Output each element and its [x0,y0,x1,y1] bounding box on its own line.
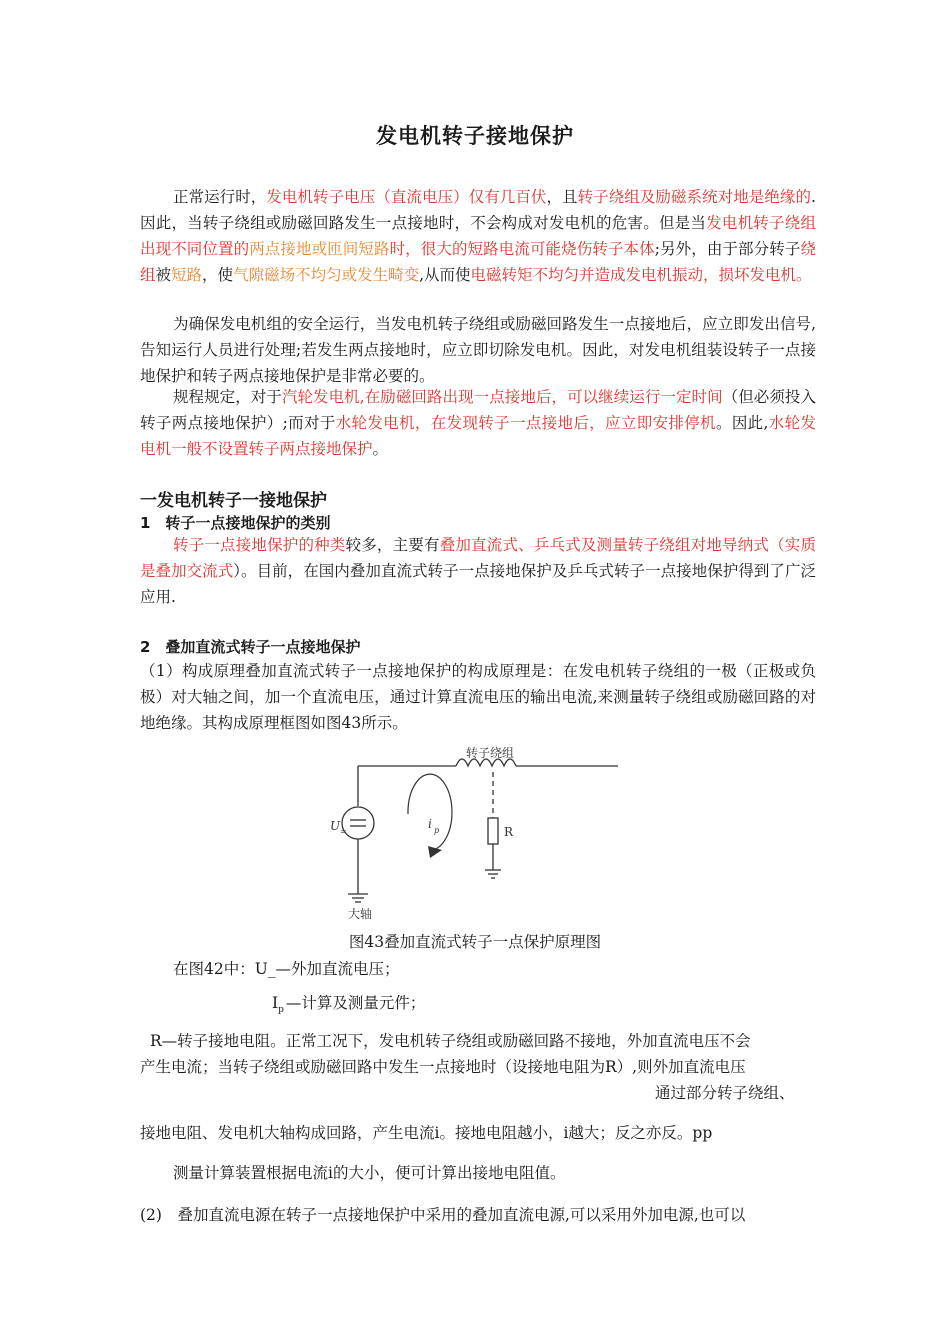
text-segment: 转子一点接地保护的种类 [173,536,346,554]
dc-source-symbol [342,807,374,839]
paragraph-intro-1 [140,184,816,288]
text-segment: ）。目前，在国内叠加直流式转子一点接地保护及乒乓式转子一点接地保护得到了广泛应用. [140,562,816,606]
current-subscript: p [434,826,440,835]
text-line-6: 接地电阻、发电机大轴构成回路，产生电流i。接地电阻越小，i越大；反之亦反。pp [140,1124,713,1142]
circuit-diagram [320,742,630,924]
paragraph-intro-2 [140,311,816,389]
text-segment: 正常运行时， [173,188,267,206]
text-segment: 被 [155,266,172,284]
text-segment: （1）构成原理叠加直流式转子一点接地保护的构成原理是：在发电机转子绕组的一极（正极或负极）对大轴之间，加一个直流电压，通过计算直流电压的输出电流,来测量转子绕组或励磁回路的对地绝缘。其构成原理框图如图43所示。 [140,662,816,732]
winding-label: 转子绕组 [466,746,515,760]
text-segment: 水轮发电机一般不设置转子两点接地保护 [140,414,816,458]
section-heading: 一发电机转子一接地保护 [140,491,327,511]
text-segment: 规程规定，对于 [173,388,282,406]
text-segment: .因此，当转子绕组或励磁回路发生一点接地时，不会构成对发电机的危害。但是当 [140,188,816,232]
text-segment: 发电机转子电压（直流电压）仅有几百伏 [266,188,547,206]
current-loop-arrow [408,774,452,850]
text-segment: 。因此, [715,414,769,432]
text-segment: 电磁转矩不均匀并造成发电机振动，损坏发电机。 [470,266,812,284]
text-segment: 时，很大的短路电流可能烧伤转子本体 [389,240,655,258]
subsection-heading-2: 2 叠加直流式转子一点接地保护 [140,638,361,656]
current-label: i [428,817,432,831]
text-segment: ，且 [546,188,578,206]
text-line-5: 通过部分转子绕组、 [655,1084,795,1102]
definition-u: 在图42中：U_—外加直流电压； [173,960,400,978]
text-line-7: 测量计算装置根据电流i的大小，便可计算出接地电阻值。 [173,1164,566,1182]
text-segment: 较多，主要有 [345,536,440,554]
subsection-heading-1: 1 转子一点接地保护的类别 [140,514,331,532]
text-line-4: 产生电流；当转子绕组或励磁回路中发生一点接地时（设接地电阻为R）,则外加直流电压 [140,1058,746,1076]
source-subscript: = [340,827,347,836]
resistor-label: R [504,825,514,839]
rotor-winding-coil [456,759,516,766]
source-label: U [330,819,341,833]
text-segment: 水轮发电机，在发现转子一点接地后，应立即安排停机 [335,414,716,432]
text-segment: 汽轮发电机,在励磁回路出现一点接地后，可以继续运行一定时间 [281,388,723,406]
paragraph-types [140,532,816,610]
text-line-3: R—转子接地电阻。正常工况下，发电机转子绕组或励磁回路不接地，外加直流电压不会 [150,1032,751,1050]
text-segment: 绕组 [140,240,816,284]
text-segment: （但必须投入转子两点接地保护）;而对于 [140,388,816,432]
text-segment: 叠加直流式、乒乓式及测量转子绕组对地导纳式（实质是叠加交流式 [140,536,816,580]
page-title: 发电机转子接地保护 [376,124,574,148]
text-segment: 转子绕组及励磁系统对地是绝缘的 [577,188,812,206]
text-segment: ，使 [202,266,234,284]
text-segment: ;另外，由于部分转子 [654,240,801,258]
text-line-8: (2) 叠加直流电源在转子一点接地保护中采用的叠加直流电源,可以采用外加电源,也可以 [140,1206,746,1224]
paragraph-intro-3 [140,384,816,462]
figure-caption: 图43叠加直流式转子一点保护原理图 [348,933,602,951]
definition-ip: $I_p$ —计算及测量元件； [272,994,426,1016]
shaft-label: 大轴 [348,907,373,921]
text-segment: 短路 [171,266,203,284]
ground-resistor [488,818,498,844]
paragraph-principle [140,658,816,736]
text-segment: 气隙磁场不均匀或发生畸变 [233,266,420,284]
text-segment: 发电机转子绕组出现不同位置的 [140,214,816,258]
text-segment: 两点接地或匝间短路 [249,240,390,258]
text-segment: 。 [372,440,389,458]
text-segment: ,从而使 [419,266,471,284]
text-segment: 为确保发电机组的安全运行，当发电机转子绕组或励磁回路发生一点接地后，应立即发出信号,告知运行人员进行处理;若发生两点接地时，应立即切除发电机。因此，对发电机组装设转子一点接地保护和转子两点接地保护是非常必要的。 [140,315,816,385]
